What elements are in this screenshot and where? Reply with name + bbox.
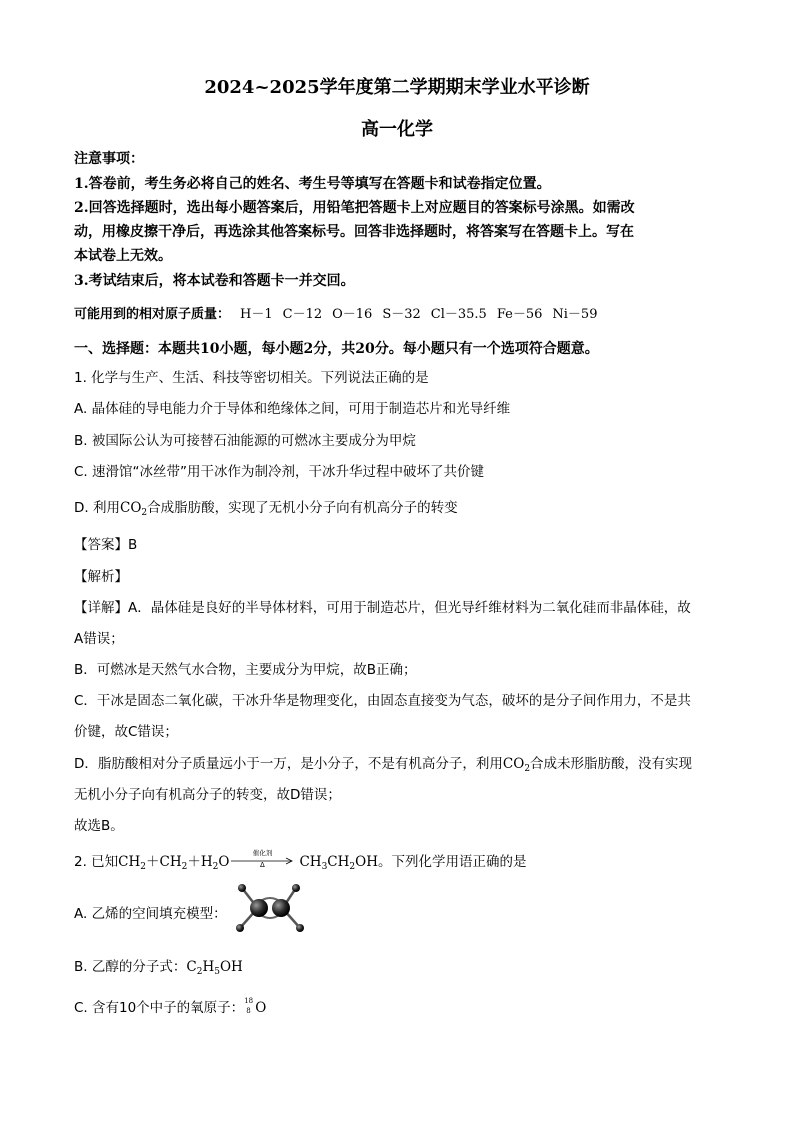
mass-o: O－16	[332, 307, 373, 322]
mass-cl: Cl－35.5	[430, 307, 487, 322]
ethanol-h: H	[202, 959, 215, 975]
q1-stem: 1. 化学与生产、生活、科技等密切相关。下列说法正确的是	[74, 370, 429, 386]
eq-prod-ch3-sub: 3	[321, 862, 328, 872]
q1-option-a: A. 晶体硅的导电能力介于导体和绝缘体之间，可用于制造芯片和光导纤维	[74, 401, 511, 417]
notes-heading: 注意事项：	[74, 151, 144, 167]
q1-answer: 【答案】B	[74, 537, 138, 553]
mass-ni: Ni－59	[552, 307, 598, 322]
eq-ch2-b-sub: 2	[181, 862, 188, 872]
q1-detail-line-3: B．可燃冰是天然气水合物，主要成分为甲烷，故B正确；	[74, 662, 417, 678]
eq-ch2-a: CH	[118, 854, 141, 870]
eq-h2o-h: ＋H	[187, 854, 213, 870]
section-1-heading: 一、选择题：本题共10小题，每小题2分，共20分。每小题只有一个选项符合题意。	[74, 341, 599, 357]
q1-detail-co2: CO	[502, 756, 525, 772]
subject-title: 高一化学	[361, 119, 433, 140]
eq-h2o-sub: 2	[212, 862, 219, 872]
ethylene-space-filling-model-icon	[232, 880, 318, 938]
q1-detail-line-6	[74, 752, 692, 774]
q1-option-d-formula: CO	[119, 500, 142, 516]
q1-option-c: C. 速滑馆“冰丝带”用干冰作为制冷剂，干冰升华过程中破坏了共价键	[74, 464, 484, 480]
q1-conclusion: 故选B。	[74, 818, 124, 834]
q1-detail-line-6-suffix: 合成未形脂肪酸，没有实现	[530, 756, 693, 772]
note-item-2-line-1: 2.回答选择题时，选出每小题答案后，用铅笔把答题卡上对应题目的答案标号涂黑。如需改	[74, 200, 635, 216]
q1-option-d-prefix: D. 利用	[74, 500, 120, 516]
isotope-atomic-number: 8	[246, 1007, 251, 1015]
isotope-mass-number: 18	[244, 997, 254, 1005]
q2-option-a-text: A. 乙烯的空间填充模型：	[74, 906, 227, 922]
eq-ch2-a-sub: 2	[140, 862, 147, 872]
q1-option-d-text: 合成脂肪酸，实现了无机小分子向有机高分子的转变	[147, 500, 458, 516]
note-item-3: 3.考试结束后，将本试卷和答题卡一并交回。	[74, 273, 355, 289]
q2-option-a	[74, 902, 227, 922]
eq-h2o-o: O	[218, 854, 230, 870]
q1-option-b: B. 被国际公认为可接替石油能源的可燃冰主要成分为甲烷	[74, 433, 416, 449]
eq-ch2-b: ＋CH	[146, 854, 182, 870]
q2-stem-suffix: 。下列化学用语正确的是	[377, 854, 527, 870]
atomic-masses-label: 可能用到的相对原子质量：	[74, 307, 231, 322]
eq-prod-ch2: CH	[327, 854, 350, 870]
mass-fe: Fe－56	[496, 307, 543, 322]
ethanol-oh: OH	[219, 959, 243, 975]
note-item-2-line-3: 本试卷上无效。	[74, 248, 172, 264]
mass-h: H－1	[240, 307, 273, 322]
q2-option-c	[74, 996, 266, 1016]
q1-analysis-label: 【解析】	[74, 569, 128, 585]
note-item-1: 1.答卷前，考生务必将自己的姓名、考生号等填写在答题卡和试卷指定位置。	[74, 176, 551, 192]
eq-prod-ch3: CH	[299, 854, 322, 870]
atomic-masses	[74, 303, 597, 322]
arrow-heat-label: Δ	[260, 861, 265, 869]
q1-detail-line-2: A错误；	[74, 631, 124, 647]
q2-option-b-text: B. 乙醇的分子式：	[74, 959, 187, 975]
q2-option-b	[74, 955, 243, 977]
q2-stem-prefix: 2. 已知	[74, 854, 119, 870]
oxygen-isotope-notation	[244, 999, 254, 1015]
q2-option-c-text: C. 含有10个中子的氧原子：	[74, 1000, 245, 1016]
q1-option-d	[74, 496, 458, 518]
eq-prod-ch2-sub: 2	[349, 862, 356, 872]
q1-detail-line-7: 无机小分子向有机高分子的转变，故D错误；	[74, 787, 341, 803]
q1-detail-line-1: 【详解】A．晶体硅是良好的半导体材料，可用于制造芯片，但光导纤维材料为二氧化硅而非晶体硅，故	[74, 600, 691, 616]
eq-prod-oh: OH	[355, 854, 378, 870]
isotope-element: O	[255, 1000, 267, 1016]
q1-detail-line-6-prefix: D．脂肪酸相对分子质量远小于一万，是小分子，不是有机高分子，利用	[74, 756, 503, 772]
q1-option-d-subscript: 2	[141, 508, 148, 518]
arrow-catalyst-label: 催化剂	[252, 849, 273, 857]
q2-stem	[74, 850, 526, 872]
note-item-2-line-2: 动，用橡皮擦干净后，再选涂其他答案标号。回答非选择题时，将答案写在答题卡上。写在	[74, 224, 634, 240]
mass-c: C－12	[282, 307, 323, 322]
ethanol-c: C	[186, 959, 197, 975]
mass-s: S－32	[382, 307, 421, 322]
ethanol-h-sub: 5	[214, 967, 220, 977]
q1-detail-co2-subscript: 2	[524, 764, 531, 774]
q1-detail-line-4: C．干冰是固态二氧化碳，干冰升华是物理变化，由固态直接变为气态，破坏的是分子间作用力，不是共	[74, 693, 691, 709]
q1-detail-line-5: 价键，故C错误；	[74, 724, 178, 740]
exam-title: 2024~2025学年度第二学期期末学业水平诊断	[204, 77, 590, 98]
ethanol-c-sub: 2	[196, 967, 203, 977]
reaction-arrow	[231, 849, 297, 869]
